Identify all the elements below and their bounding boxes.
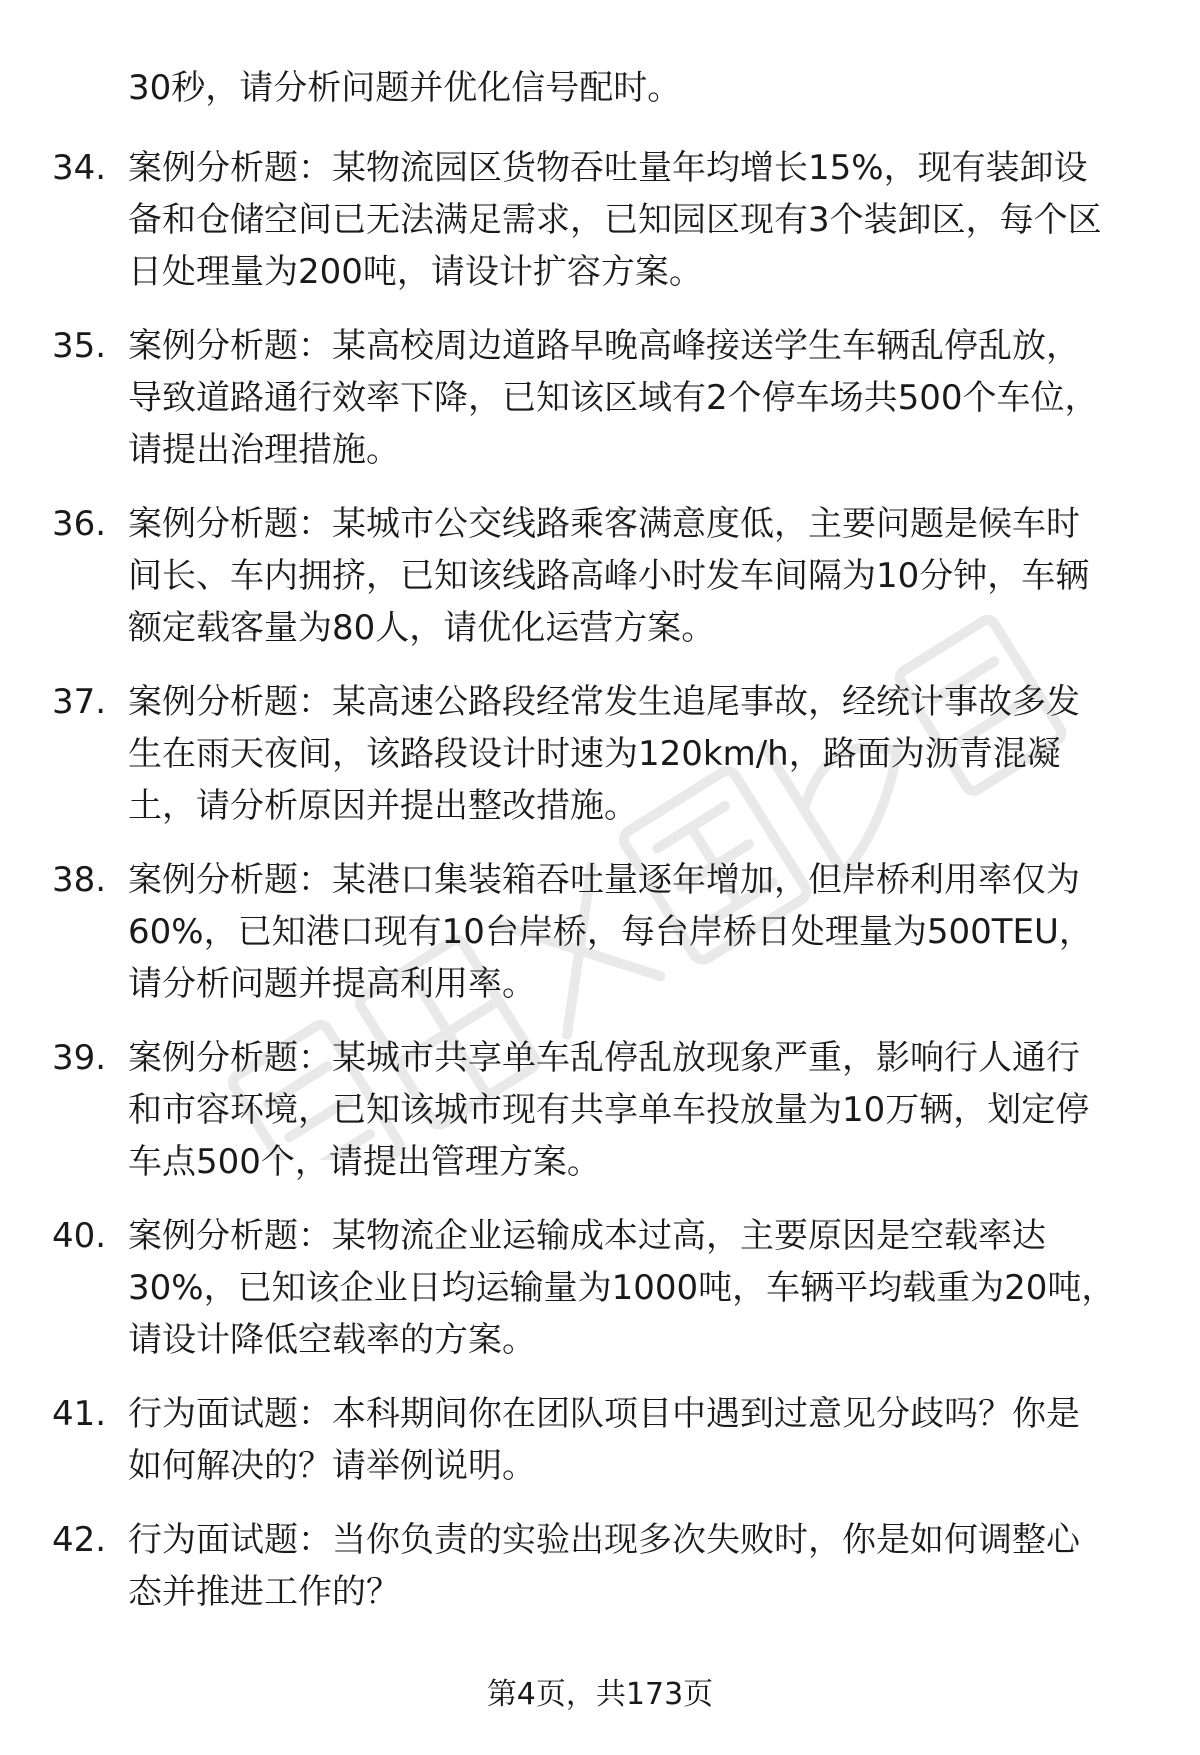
- question-item: [0, 320, 1200, 476]
- question-number: 35.: [52, 326, 107, 366]
- question-text: [128, 854, 1200, 1010]
- question-text: [128, 1514, 1200, 1618]
- question-line: 案例分析题：某城市公交线路乘客满意度低，主要问题是候车时: [128, 504, 1080, 544]
- question-text: [128, 1210, 1200, 1366]
- question-line: 请分析问题并提高利用率。: [128, 964, 536, 1004]
- question-text: [128, 1388, 1200, 1492]
- question-text: [128, 1032, 1200, 1188]
- question-line: 案例分析题：某城市共享单车乱停乱放现象严重，影响行人通行: [128, 1038, 1080, 1078]
- question-text: [128, 142, 1200, 298]
- question-line: 案例分析题：某港口集装箱吞吐量逐年增加，但岸桥利用率仅为: [128, 860, 1080, 900]
- question-number: 42.: [52, 1520, 107, 1560]
- continuation-line: 30秒，请分析问题并优化信号配时。: [128, 68, 682, 108]
- question-line: 土，请分析原因并提出整改措施。: [128, 786, 638, 826]
- question-line: 间长、车内拥挤，已知该线路高峰小时发车间隔为10分钟，车辆: [128, 556, 1090, 596]
- question-item: [0, 676, 1200, 832]
- question-line: 30%，已知该企业日均运输量为1000吨，车辆平均载重为20吨，: [128, 1268, 1116, 1308]
- question-line: 车点500个，请提出管理方案。: [128, 1142, 601, 1182]
- question-line: 行为面试题：本科期间你在团队项目中遇到过意见分歧吗？你是: [128, 1394, 1080, 1434]
- question-line: 60%，已知港口现有10台岸桥，每台岸桥日处理量为500TEU，: [128, 912, 1093, 952]
- question-line: 额定载客量为80人，请优化运营方案。: [128, 608, 716, 648]
- question-text: [128, 676, 1200, 832]
- question-line: 案例分析题：某高速公路段经常发生追尾事故，经统计事故多发: [128, 682, 1080, 722]
- question-text: [128, 498, 1200, 654]
- page-footer: 第4页，共173页: [486, 1677, 714, 1712]
- question-line: 行为面试题：当你负责的实验出现多次失败时，你是如何调整心: [128, 1520, 1080, 1560]
- question-line: 如何解决的？请举例说明。: [128, 1446, 536, 1486]
- question-line: 态并推进工作的？: [128, 1572, 400, 1612]
- question-number: 41.: [52, 1394, 107, 1434]
- question-item: [0, 1388, 1200, 1492]
- question-line: 案例分析题：某高校周边道路早晚高峰接送学生车辆乱停乱放，: [128, 326, 1080, 366]
- question-number: 36.: [52, 504, 107, 544]
- question-item: [0, 142, 1200, 298]
- question-item: [0, 1514, 1200, 1618]
- question-line: 请提出治理措施。: [128, 430, 400, 470]
- question-line: 请设计降低空载率的方案。: [128, 1320, 536, 1360]
- question-list: [0, 142, 1200, 1640]
- question-number: 40.: [52, 1216, 107, 1256]
- question-number: 34.: [52, 148, 107, 188]
- question-text: [128, 320, 1200, 476]
- question-line: 日处理量为200吨，请设计扩容方案。: [128, 252, 703, 292]
- question-item: [0, 498, 1200, 654]
- question-number: 38.: [52, 860, 107, 900]
- question-line: 案例分析题：某物流企业运输成本过高，主要原因是空载率达: [128, 1216, 1046, 1256]
- question-line: 生在雨天夜间，该路段设计时速为120km/h，路面为沥青混凝: [128, 734, 1061, 774]
- question-item: [0, 1032, 1200, 1188]
- question-number: 39.: [52, 1038, 107, 1078]
- question-line: 案例分析题：某物流园区货物吞吐量年均增长15%，现有装卸设: [128, 148, 1088, 188]
- question-line: 备和仓储空间已无法满足需求，已知园区现有3个装卸区，每个区: [128, 200, 1102, 240]
- question-line: 导致道路通行效率下降，已知该区域有2个停车场共500个车位，: [128, 378, 1099, 418]
- question-item: [0, 1210, 1200, 1366]
- question-item: [0, 854, 1200, 1010]
- question-line: 和市容环境，已知该城市现有共享单车投放量为10万辆，划定停: [128, 1090, 1090, 1130]
- question-number: 37.: [52, 682, 107, 722]
